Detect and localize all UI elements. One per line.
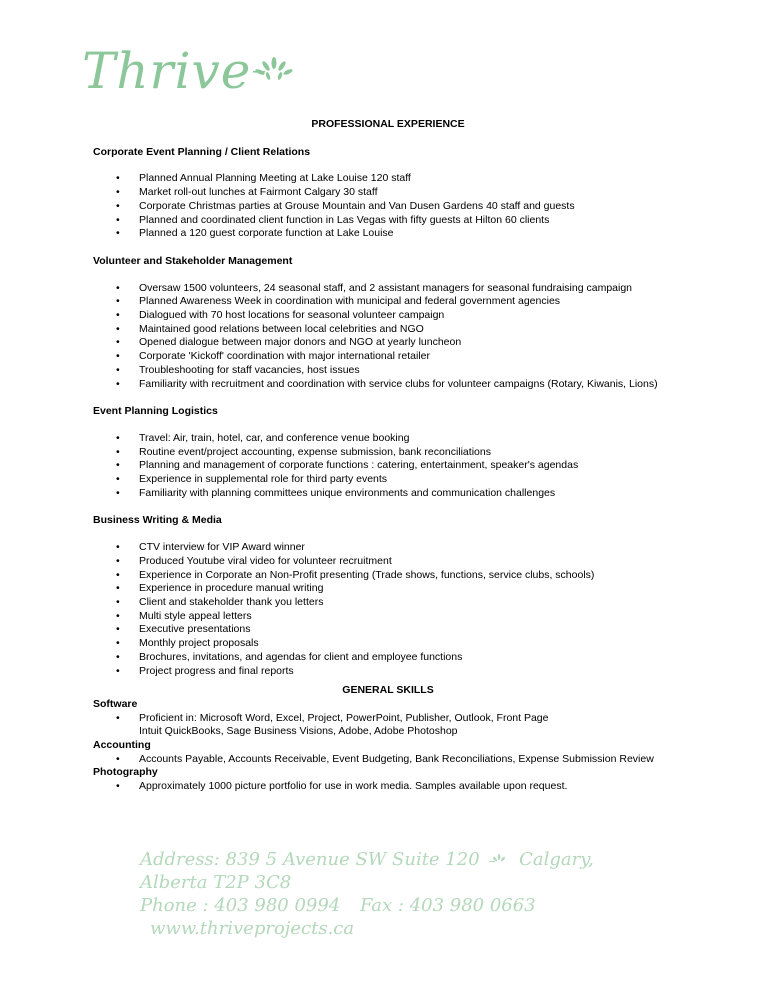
footer-phone: Phone : 403 980 0994 [140, 895, 341, 916]
accounting-list [93, 753, 683, 767]
list-item: • Executive presentations [93, 623, 683, 637]
list-item: • Oversaw 1500 volunteers, 24 seasonal staff, and 2 assistant managers for seasonal fundraising campaign [93, 282, 683, 296]
resume-content [93, 118, 683, 794]
volunteer-list [93, 282, 683, 392]
list-item: • Familiarity with planning committees unique environments and communication challenges [93, 487, 683, 501]
letterhead-footer [140, 848, 660, 940]
list-item: • Routine event/project accounting, expense submission, bank reconciliations [93, 446, 683, 460]
list-item: • Dialogued with 70 host locations for seasonal volunteer campaign [93, 309, 683, 323]
list-item: • Experience in Corporate an Non-Profit presenting (Trade shows, functions, service clubs, schools) [93, 569, 683, 583]
list-item: • Approximately 1000 picture portfolio for use in work media. Samples available upon request. [93, 780, 683, 794]
list-item: • Experience in procedure manual writing [93, 582, 683, 596]
corporate-event-list [93, 172, 683, 241]
list-item: • Maintained good relations between local celebrities and NGO [93, 323, 683, 337]
list-item: • Corporate Christmas parties at Grouse Mountain and Van Dusen Gardens 40 staff and guests [93, 200, 683, 214]
list-item: • Planned a 120 guest corporate function at Lake Louise [93, 227, 683, 241]
section-heading-logistics: Event Planning Logistics [93, 405, 218, 418]
footer-website: www.thriveprojects.ca [150, 918, 355, 939]
list-item [93, 712, 683, 739]
section-heading-business-writing: Business Writing & Media [93, 514, 222, 527]
leaf-sprig-icon [253, 57, 295, 83]
footer-line-2 [140, 894, 660, 940]
general-skills-title: GENERAL SKILLS [342, 684, 434, 697]
section-heading-corporate-event: Corporate Event Planning / Client Relations [93, 145, 311, 158]
list-item: • Planning and management of corporate functions : catering, entertainment, speaker's agendas [93, 459, 683, 473]
list-item: • Planned Awareness Week in coordination with municipal and federal government agencies [93, 295, 683, 309]
footer-line-1 [140, 848, 660, 894]
list-item: • Experience in supplemental role for third party events [93, 473, 683, 487]
list-item: • Accounts Payable, Accounts Receivable, Event Budgeting, Bank Reconciliations, Expense Submission Review [93, 753, 683, 767]
list-item: • Client and stakeholder thank you letters [93, 596, 683, 610]
footer-city: Calgary, Alberta T2P 3C8 [140, 849, 594, 893]
logistics-list [93, 432, 683, 501]
thrive-logo [82, 36, 295, 106]
list-item: • Planned Annual Planning Meeting at Lake Louise 120 staff [93, 172, 683, 186]
list-item: • Travel: Air, train, hotel, car, and conference venue booking [93, 432, 683, 446]
business-writing-list [93, 541, 683, 678]
footer-fax: Fax : 403 980 0663 [360, 895, 536, 916]
footer-address: Address: 839 5 Avenue SW Suite 120 [140, 849, 480, 870]
accounting-heading: Accounting [93, 739, 151, 752]
list-item: • Troubleshooting for staff vacancies, host issues [93, 364, 683, 378]
list-item: • Corporate 'Kickoff' coordination with major international retailer [93, 350, 683, 364]
list-item: • Market roll-out lunches at Fairmont Calgary 30 staff [93, 186, 683, 200]
software-heading: Software [93, 697, 138, 710]
list-item: • Brochures, invitations, and agendas for client and employee functions [93, 651, 683, 665]
list-item: • Project progress and final reports [93, 665, 683, 679]
photography-heading: Photography [93, 766, 158, 779]
software-line-2: Intuit QuickBooks, Sage Business Visions, Adobe, Adobe Photoshop [139, 725, 458, 738]
software-line-1: • Proficient in: Microsoft Word, Excel, Project, PowerPoint, Publisher, Outlook, Front Page [139, 711, 549, 724]
software-list [93, 712, 683, 739]
list-item: • Multi style appeal letters [93, 610, 683, 624]
list-item: • Planned and coordinated client function in Las Vegas with fifty guests at Hilton 60 clients [93, 214, 683, 228]
logo-text: Thrive [82, 42, 252, 100]
list-item: • Produced Youtube viral video for volunteer recruitment [93, 555, 683, 569]
leaf-sprig-icon [489, 854, 509, 866]
section-heading-volunteer: Volunteer and Stakeholder Management [93, 254, 293, 267]
list-item: • CTV interview for VIP Award winner [93, 541, 683, 555]
photography-list [93, 780, 683, 794]
list-item: • Opened dialogue between major donors and NGO at yearly luncheon [93, 336, 683, 350]
professional-experience-title: PROFESSIONAL EXPERIENCE [311, 118, 465, 130]
list-item: • Monthly project proposals [93, 637, 683, 651]
list-item: • Familiarity with recruitment and coordination with service clubs for volunteer campaigns (Rotary, Kiwanis, Lions) [93, 378, 683, 392]
